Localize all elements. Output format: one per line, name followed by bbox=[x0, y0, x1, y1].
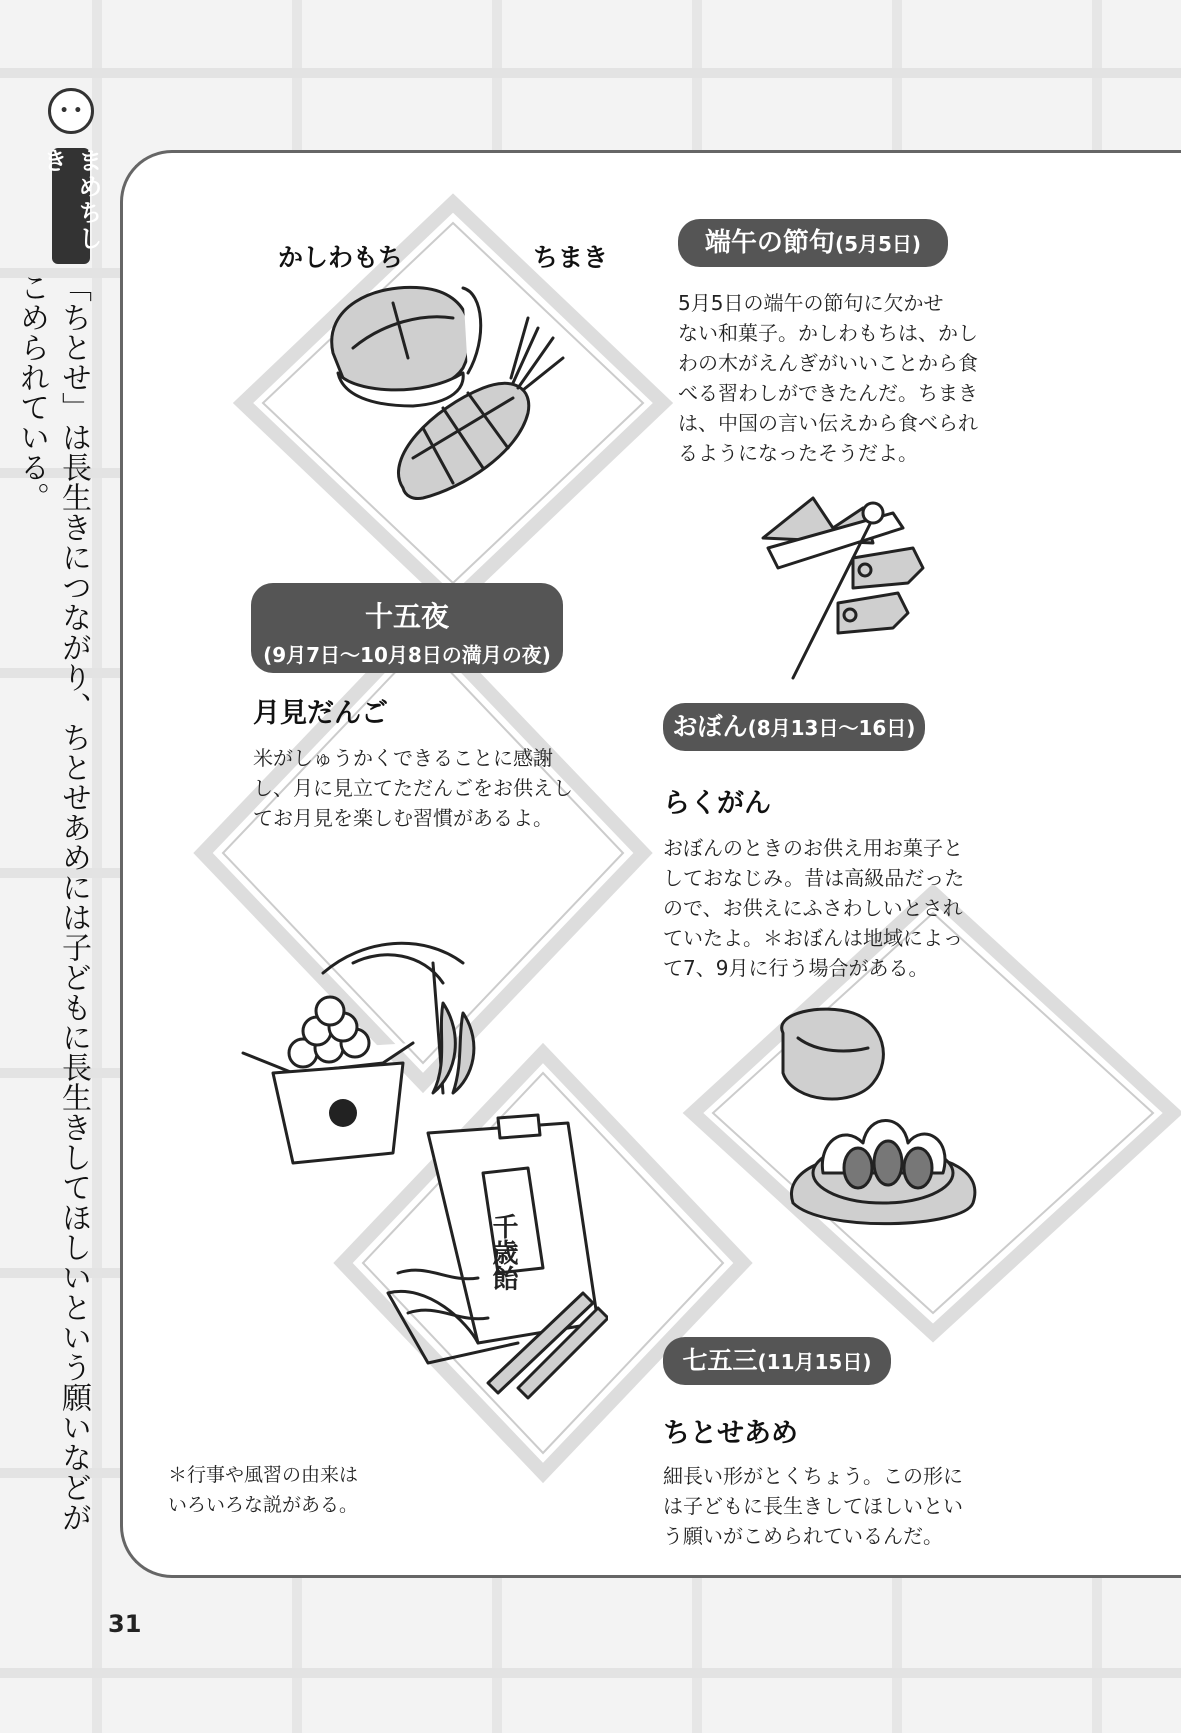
tango-banner-date: (5月5日) bbox=[834, 232, 922, 256]
obon-title: らくがん bbox=[663, 788, 771, 819]
obon-paragraph: おぼんのときのお供え用お菓子と しておなじみ。昔は高級品だった ので、お供えにふさわしいとされ ていたよ。＊おぼんは地域によっ て7、9月に行う場合がある。 bbox=[663, 836, 965, 980]
tango-banner bbox=[678, 219, 948, 267]
kashiwamochi-chimaki-illustration bbox=[313, 278, 573, 538]
footnote: ＊行事や風習の由来は いろいろな説がある。 bbox=[168, 1464, 359, 1516]
chitose-ame-illustration bbox=[368, 1103, 608, 1403]
kabuto-koinobori-illustration bbox=[753, 488, 993, 688]
shichigosan-paragraph: 細長い形がとくちょう。この形に は子どもに長生きしてほしいとい う願いがこめられているんだ。 bbox=[663, 1464, 963, 1548]
side-tab-label: まめちしき bbox=[52, 148, 90, 264]
content-panel bbox=[120, 150, 1181, 1578]
tango-paragraph: 5月5日の端午の節句に欠かせ ない和菓子。かしわもちは、かし わの木がえんぎがいいことから食 べる習わしができたんだ。ちまき は、中国の言い伝えから食べられ るようになったそうだよ。 bbox=[678, 291, 978, 465]
shichigosan-banner bbox=[663, 1337, 891, 1385]
jugoya-banner-sub: (9月7日〜10月8日の満月の夜) bbox=[263, 643, 551, 667]
bean-icon: • • bbox=[48, 88, 94, 134]
page-number: 31 bbox=[108, 1610, 142, 1638]
obon-banner-date: (8月13日〜16日) bbox=[747, 716, 916, 740]
rakugan-illustration bbox=[763, 1003, 1003, 1253]
label-chimaki: ちまき bbox=[533, 243, 609, 272]
chitose-bag-label: 千歳飴 bbox=[488, 1213, 518, 1291]
jugoya-banner-title: 十五夜 bbox=[364, 600, 449, 633]
label-kashiwamochi: かしわもち bbox=[278, 243, 404, 272]
jugoya-paragraph: 米がしゅうかくできることに感謝 し、月に見立てただんごをお供えし てお月見を楽しむ習慣があるよ。 bbox=[253, 746, 573, 830]
tango-banner-title: 端午の節句 bbox=[704, 228, 835, 258]
obon-banner-title: おぼん bbox=[672, 712, 748, 741]
shichigosan-banner-title: 七五三 bbox=[682, 1346, 758, 1375]
shichigosan-banner-date: (11月15日) bbox=[757, 1350, 872, 1374]
obon-banner bbox=[663, 703, 925, 751]
shichigosan-title: ちとせあめ bbox=[663, 1418, 798, 1449]
side-vertical-text: 「ちとせ」は長生きにつながり、ちとせあめには子どもに長生きしてほしいという願いなどがこめられている。 bbox=[14, 272, 91, 1532]
jugoya-title: 月見だんご bbox=[253, 698, 388, 729]
jugoya-banner bbox=[251, 583, 563, 673]
